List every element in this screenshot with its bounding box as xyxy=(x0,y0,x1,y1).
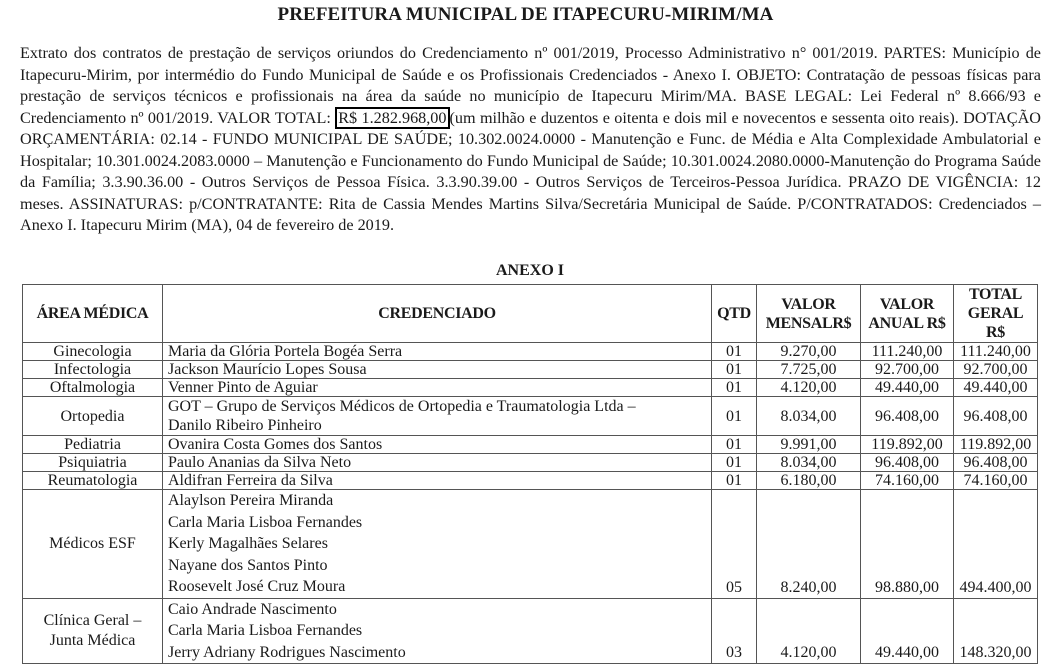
valor-anual-cell: 49.440,00 xyxy=(861,598,954,664)
credenciado-cell: Maria da Glória Portela Bogéa Serra xyxy=(163,343,712,361)
table-row xyxy=(23,379,1038,397)
credenciado-cell: Venner Pinto de Aguiar xyxy=(163,379,712,397)
valor-anual-cell: 119.892,00 xyxy=(861,436,954,454)
table-row xyxy=(23,472,1038,490)
header-valor-anual xyxy=(861,285,954,343)
qtd-cell: 03 xyxy=(712,598,757,664)
header-total-geral xyxy=(954,285,1038,343)
credenciado-cell xyxy=(163,397,712,436)
header-area: ÁREA MÉDICA xyxy=(23,285,163,343)
header-valor-mensal xyxy=(757,285,861,343)
credenciado-cell: Paulo Ananias da Silva Neto xyxy=(163,454,712,472)
area-cell: Infectologia xyxy=(23,361,163,379)
valor-anual-cell: 49.440,00 xyxy=(861,379,954,397)
area-cell: Oftalmologia xyxy=(23,379,163,397)
header-credenciado: CREDENCIADO xyxy=(163,285,712,343)
table-row xyxy=(23,598,1038,664)
credentialed-table xyxy=(22,284,1038,664)
valor-mensal-cell: 8.240,00 xyxy=(757,490,861,599)
area-line: Junta Médica xyxy=(49,631,136,649)
credenciado-name: Carla Maria Lisboa Fernandes xyxy=(168,622,363,639)
table-header-row xyxy=(23,285,1038,343)
total-value-highlight: R$ 1.282.968,00 xyxy=(335,107,449,129)
qtd-cell: 01 xyxy=(712,379,757,397)
credenciado-cell xyxy=(163,490,712,599)
valor-mensal-cell: 9.991,00 xyxy=(757,436,861,454)
table-row xyxy=(23,454,1038,472)
total-geral-cell: 494.400,00 xyxy=(954,490,1038,599)
document-title: PREFEITURA MUNICIPAL DE ITAPECURU-MIRIM/MA xyxy=(277,4,774,25)
credenciado-name: Caio Andrade Nascimento xyxy=(168,600,337,618)
credenciado-name: Roosevelt José Cruz Moura xyxy=(168,578,346,595)
valor-anual-cell: 96.408,00 xyxy=(861,454,954,472)
contract-extract-paragraph xyxy=(20,43,1041,237)
credenciado-cell: Jackson Maurício Lopes Sousa xyxy=(163,361,712,379)
table-row xyxy=(23,361,1038,379)
header-valor-mensal-line2: MENSALR$ xyxy=(765,314,852,332)
credenciado-name: Jerry Adriany Rodrigues Nascimento xyxy=(168,643,406,661)
header-total-geral-line2: GERAL R$ xyxy=(967,305,1024,341)
qtd-cell: 01 xyxy=(712,472,757,490)
qtd-cell: 01 xyxy=(712,361,757,379)
total-geral-cell: 74.160,00 xyxy=(954,472,1038,490)
header-valor-anual-line1: VALOR xyxy=(879,295,935,313)
paragraph-text-end: (um milhão e duzentos e oitenta e dois mil e novecentos e sessenta oito reais). DOTAÇÃO ORÇAMENTÁRIA: 02.14 - FUNDO MUNICIPAL DE SAÚDE; 10.302.0024.0000 - Manutenção e Func. de Média e Alta Complexidade Ambulatorial e Hospitalar; 10.301.0024.2083.0000 – Manutenção e Funcionamento do Fundo Municipal de Saúde; 10.301.0024.2080.0000-Manutenção do Programa Saúde da Família; 3.3.90.36.00 - Outros Serviços de Pessoa Física. 3.3.90.39.00 - Outros Serviços de Terceiros-Pessoa Jurídica. PRAZO DE VIGÊNCIA: 12 meses. ASSINATURAS: p/CONTRATANTE: Rita de Cassia Mendes Martins Silva/Secretária Municipal de Saúde. P/CONTRATADOS: Credenciados – Anexo I. Itapecuru Mirim (MA), 04 de fevereiro de 2019. xyxy=(20,108,1041,234)
paragraph-text-start: Extrato dos contratos de prestação de serviços oriundos do Credenciamento nº 001/2019, Processo Administrativo n° 001/2019. PARTES: Município de Itapecuru-Mirim, por intermédio do Fundo Municipal de Saúde e os Profissionais Credenciados - Anexo I. OBJETO: Contratação de pessoas físicas para prestação de serviços técnicos e profissionais na área da saúde no município de Itapecuru Mirim/MA. BASE LEGAL: Lei Federal nº 8.666/93 e Credenciamento nº 001/2019. VALOR TOTAL: xyxy=(20,44,1041,127)
valor-mensal-cell: 6.180,00 xyxy=(757,472,861,490)
credenciado-name: Danilo Ribeiro Pinheiro xyxy=(168,417,322,434)
credenciado-cell xyxy=(163,598,712,664)
valor-anual-cell: 92.700,00 xyxy=(861,361,954,379)
header-total-geral-line1: TOTAL xyxy=(968,286,1023,303)
area-cell: Ginecologia xyxy=(23,343,163,361)
area-line: Clínica Geral – xyxy=(43,611,142,629)
area-cell: Médicos ESF xyxy=(23,490,163,599)
valor-mensal-cell: 4.120,00 xyxy=(757,379,861,397)
qtd-cell: 01 xyxy=(712,343,757,361)
credenciado-name: Alaylson Pereira Miranda xyxy=(168,492,334,509)
total-geral-cell: 148.320,00 xyxy=(954,598,1038,664)
total-geral-cell: 96.408,00 xyxy=(954,454,1038,472)
table-row xyxy=(23,397,1038,436)
total-geral-cell: 119.892,00 xyxy=(954,436,1038,454)
table-row xyxy=(23,343,1038,361)
valor-mensal-cell: 4.120,00 xyxy=(757,598,861,664)
credenciado-name: GOT – Grupo de Serviços Médicos de Ortopedia e Traumatologia Ltda – xyxy=(168,398,636,415)
total-geral-cell: 92.700,00 xyxy=(954,361,1038,379)
header-qtd: QTD xyxy=(712,285,757,343)
total-geral-cell: 96.408,00 xyxy=(954,397,1038,436)
header-valor-mensal-line1: VALOR xyxy=(781,295,836,313)
credenciado-name: Nayane dos Santos Pinto xyxy=(168,556,328,574)
total-geral-cell: 111.240,00 xyxy=(954,343,1038,361)
total-geral-cell: 49.440,00 xyxy=(954,379,1038,397)
table-row xyxy=(23,436,1038,454)
area-cell: Ortopedia xyxy=(23,397,163,436)
area-cell xyxy=(23,598,163,664)
qtd-cell: 01 xyxy=(712,436,757,454)
valor-mensal-cell: 7.725,00 xyxy=(757,361,861,379)
credenciado-cell: Aldifran Ferreira da Silva xyxy=(163,472,712,490)
table-row xyxy=(23,490,1038,599)
area-cell: Pediatria xyxy=(23,436,163,454)
qtd-cell: 01 xyxy=(712,397,757,436)
qtd-cell: 01 xyxy=(712,454,757,472)
credenciado-name: Carla Maria Lisboa Fernandes xyxy=(168,513,363,531)
valor-mensal-cell: 8.034,00 xyxy=(757,454,861,472)
valor-anual-cell: 111.240,00 xyxy=(861,343,954,361)
valor-mensal-cell: 8.034,00 xyxy=(757,397,861,436)
annex-title: ANEXO I xyxy=(495,262,564,279)
area-cell: Psiquiatria xyxy=(23,454,163,472)
valor-anual-cell: 96.408,00 xyxy=(861,397,954,436)
credenciado-name: Kerly Magalhães Selares xyxy=(168,535,328,552)
area-cell: Reumatologia xyxy=(23,472,163,490)
credenciado-cell: Ovanira Costa Gomes dos Santos xyxy=(163,436,712,454)
qtd-cell: 05 xyxy=(712,490,757,599)
valor-anual-cell: 74.160,00 xyxy=(861,472,954,490)
header-valor-anual-line2: ANUAL R$ xyxy=(868,314,946,332)
valor-anual-cell: 98.880,00 xyxy=(861,490,954,599)
valor-mensal-cell: 9.270,00 xyxy=(757,343,861,361)
